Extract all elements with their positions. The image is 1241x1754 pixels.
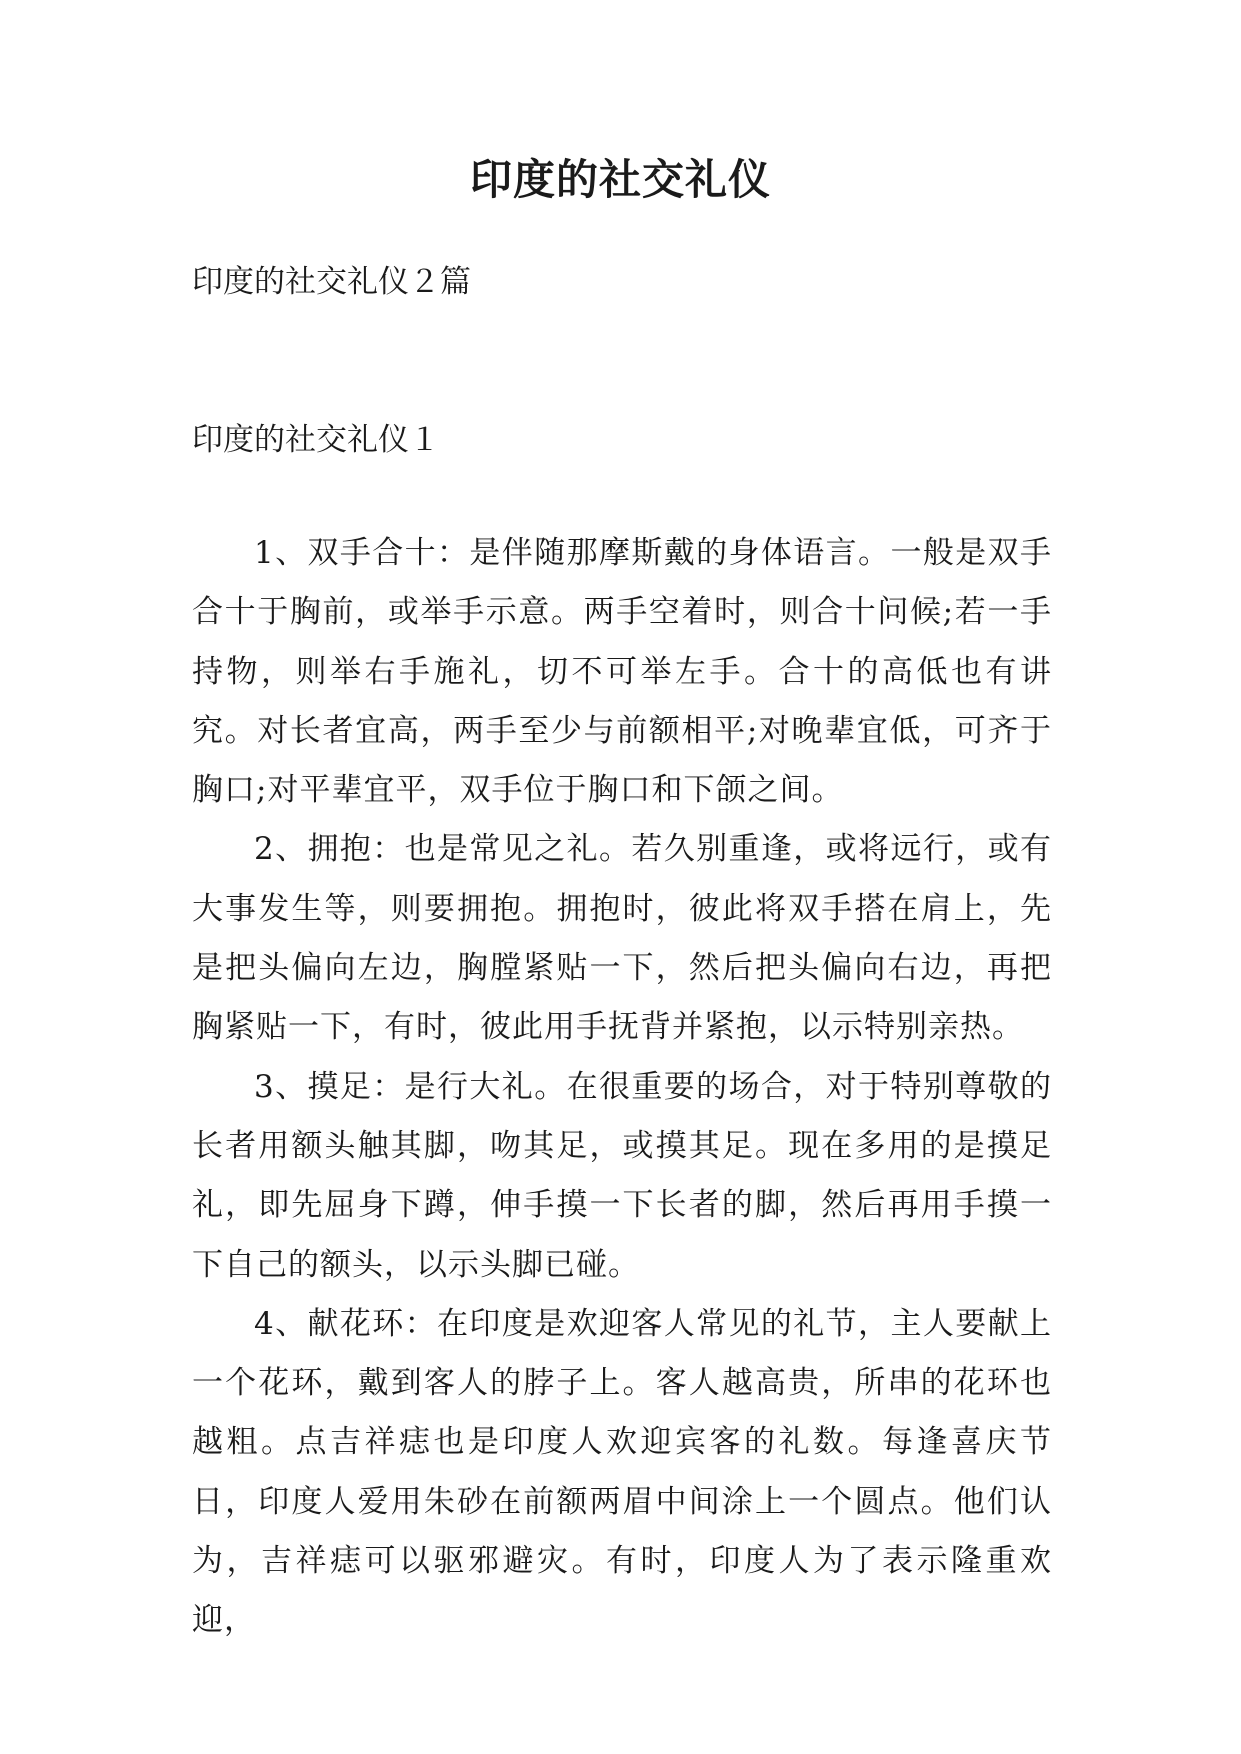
body-text — [192, 524, 1052, 1651]
document-subtitle: 印度的社交礼仪２篇 — [192, 264, 471, 300]
document-title: 印度的社交礼仪 — [469, 155, 771, 204]
paragraph-3: 3、摸足：是行大礼。在很重要的场合，对于特别尊敬的长者用额头触其脚，吻其足，或摸其足。现在多用的是摸足礼，即先屈身下蹲，伸手摸一下长者的脚，然后再用手摸一下自己的额头，以示头脚已碰。 — [192, 1068, 1052, 1283]
section-heading: 印度的社交礼仪１ — [192, 422, 440, 458]
paragraph-2: 2、拥抱：也是常见之礼。若久别重逢，或将远行，或有大事发生等，则要拥抱。拥抱时，彼此将双手搭在肩上，先是把头偏向左边，胸膛紧贴一下，然后把头偏向右边，再把胸紧贴一下，有时，彼此用手抚背并紧抱，以示特别亲热。 — [192, 831, 1052, 1046]
paragraph-1: 1、双手合十：是伴随那摩斯戴的身体语言。一般是双手合十于胸前，或举手示意。两手空着时，则合十问候;若一手持物，则举右手施礼，切不可举左手。合十的高低也有讲究。对长者宜高，两手至少与前额相平;对晚辈宜低，可齐于胸口;对平辈宜平，双手位于胸口和下颌之间。 — [192, 535, 1052, 809]
paragraph-4: 4、献花环：在印度是欢迎客人常见的礼节，主人要献上一个花环，戴到客人的脖子上。客人越高贵，所串的花环也越粗。点吉祥痣也是印度人欢迎宾客的礼数。每逢喜庆节日，印度人爱用朱砂在前额两眉中间涂上一个圆点。他们认为，吉祥痣可以驱邪避灾。有时，印度人为了表示隆重欢迎， — [192, 1305, 1052, 1639]
